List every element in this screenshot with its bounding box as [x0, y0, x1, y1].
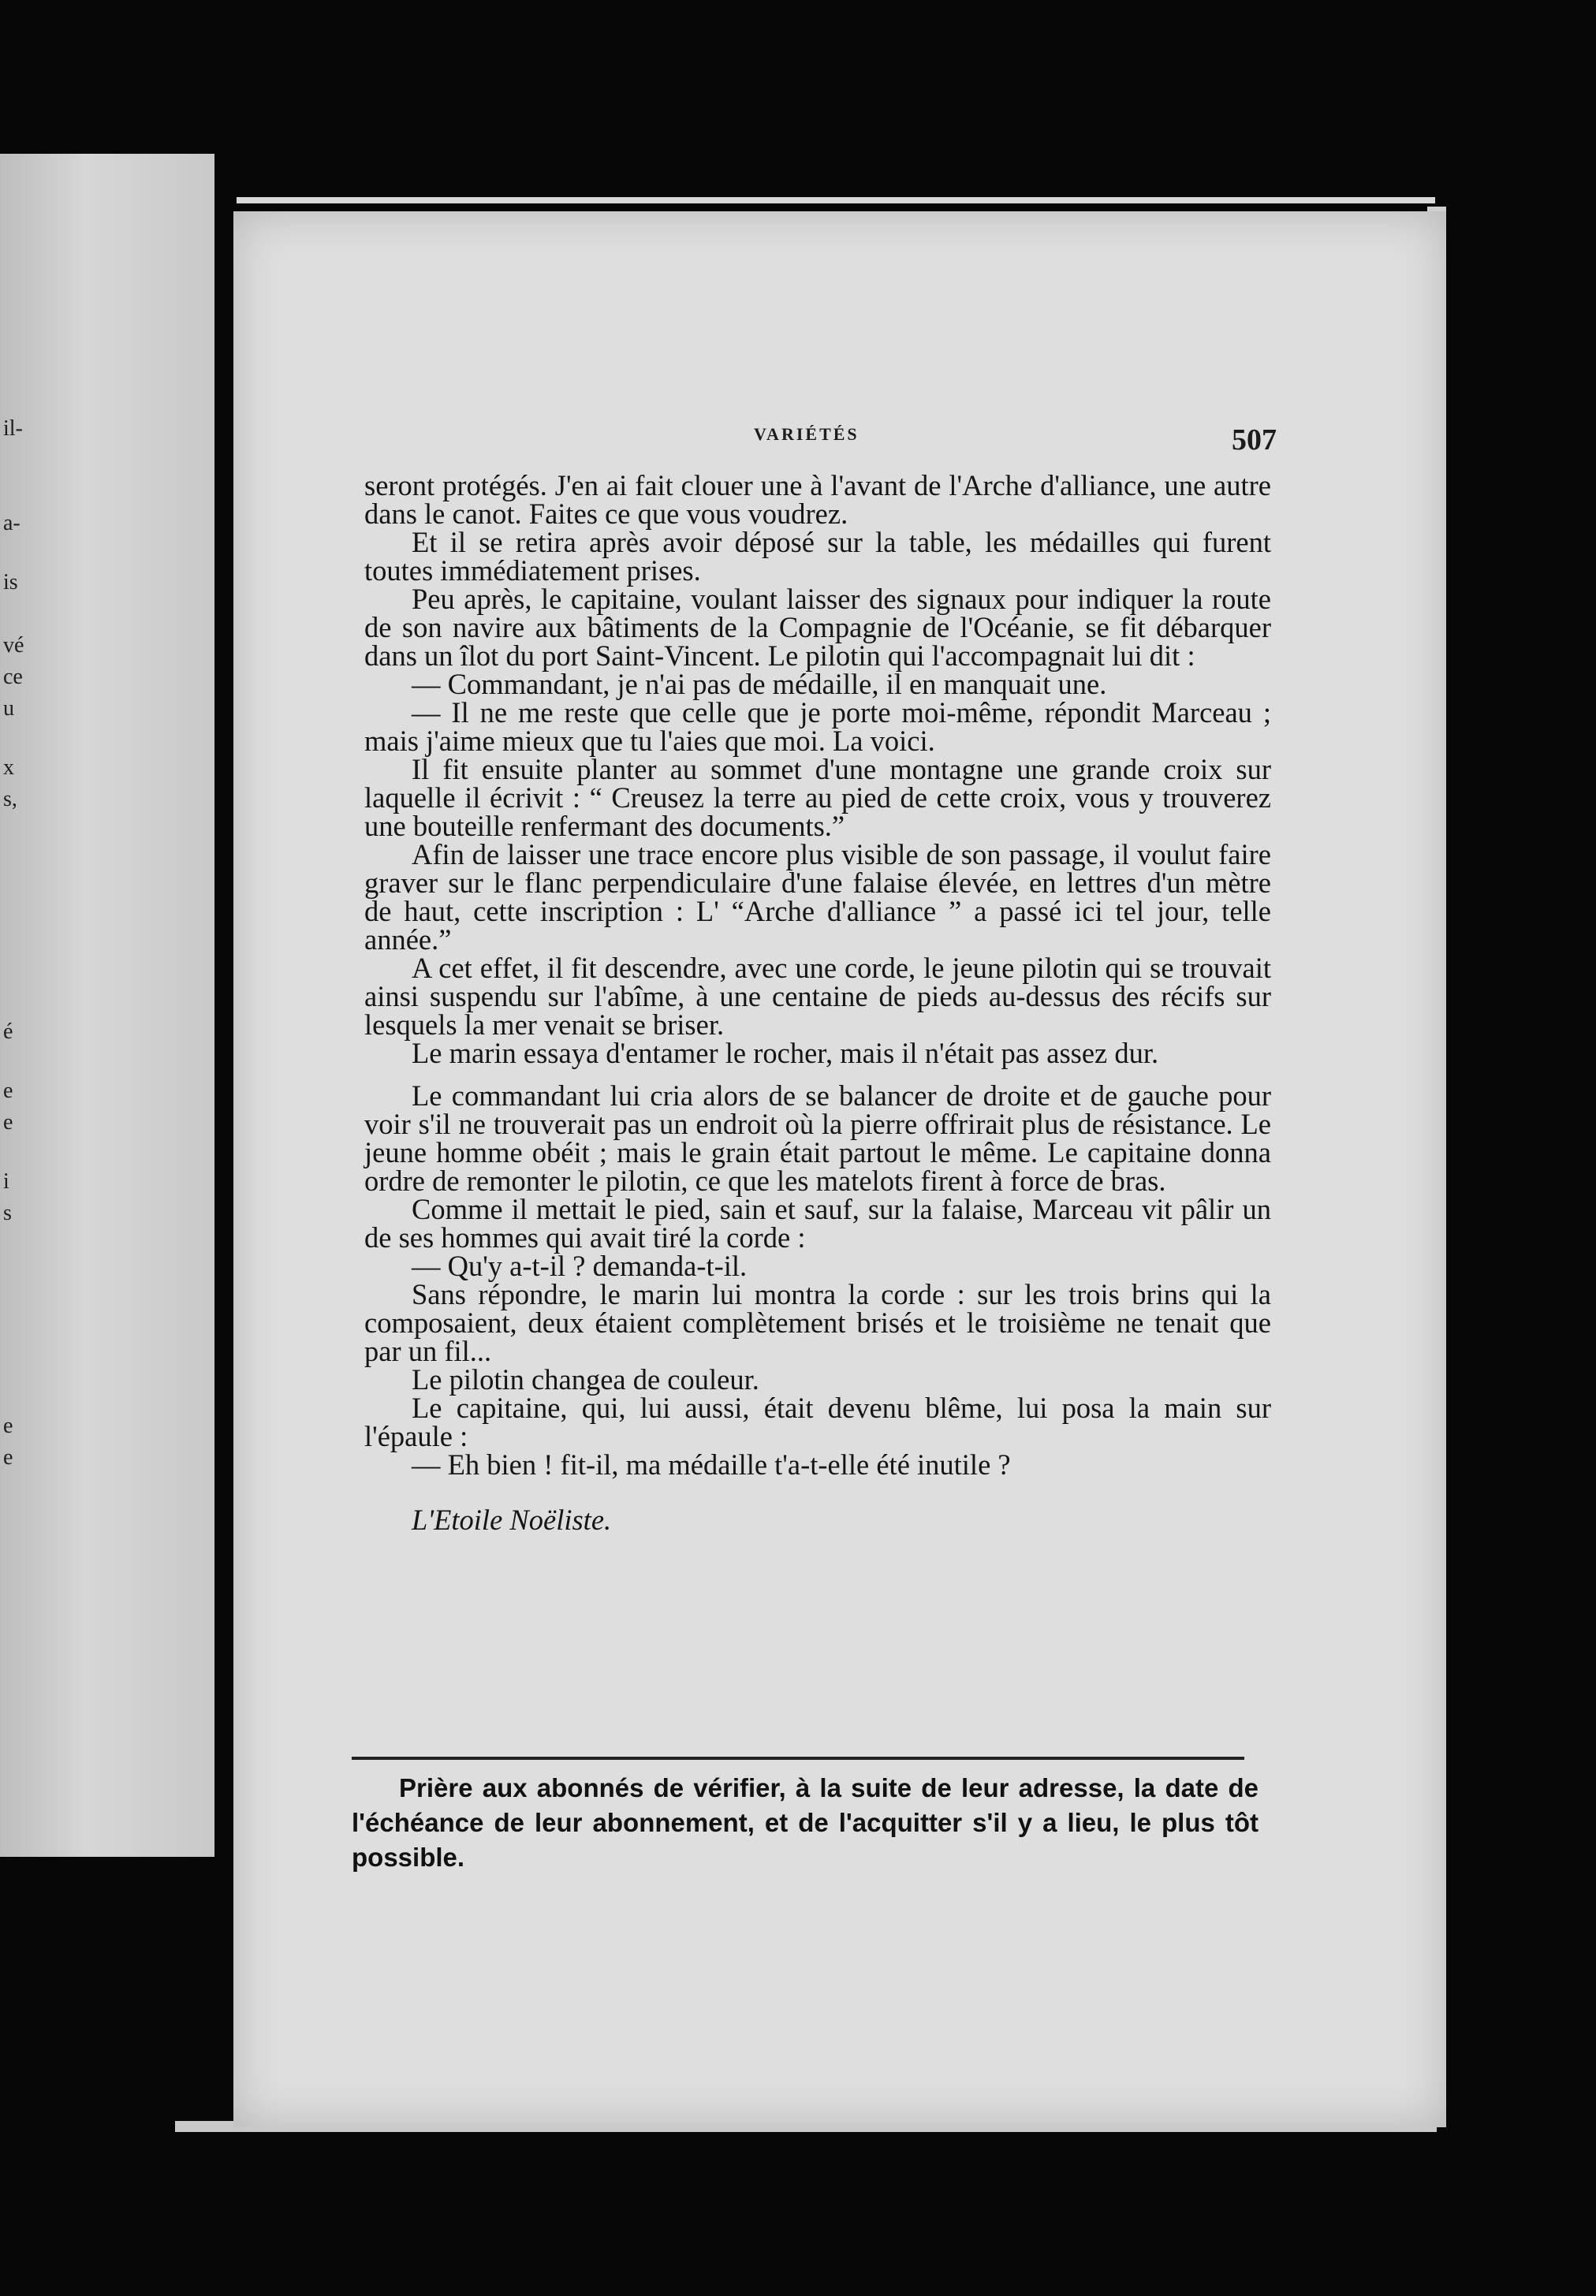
paragraph: Le pilotin changea de couleur.: [412, 1363, 759, 1396]
signature: L'Etoile Noëliste.: [412, 1504, 612, 1536]
prev-page-fragment: u: [3, 696, 14, 721]
paragraph: Il fit ensuite planter au sommet d'une montagne une grande croix sur laquelle il écrivit : “ Creusez la terre au pied de cette croix, vous y trouverez une bouteille renfermant des documents.”: [364, 753, 1271, 842]
notice-text: Prière aux abonnés de vérifier, à la suite de leur adresse, la date de l'échéance de leur abonnement, et de l'acquitter s'il y a lieu, le plus tôt possible.: [352, 1773, 1259, 1872]
article-body: [364, 469, 1271, 1536]
prev-page-fragment: i: [3, 1169, 9, 1194]
prev-page-fragment: e: [3, 1414, 13, 1438]
page-number: 507: [1232, 423, 1277, 457]
prev-page-fragment: e: [3, 1445, 13, 1470]
paragraph: A cet effet, il fit descendre, avec une corde, le jeune pilotin qui se trouvait ainsi suspendu sur l'abîme, à une centaine de pieds au-dessus des récifs sur lesquels la mer venait se briser.: [364, 952, 1271, 1041]
prev-page-fragment: e: [3, 1110, 13, 1135]
paragraph: Et il se retira après avoir déposé sur la table, les médailles qui furent toutes immédiatement prises.: [364, 526, 1271, 587]
paragraph: — Qu'y a-t-il ? demanda-t-il.: [412, 1250, 748, 1282]
prev-page-fragment: vé: [3, 633, 24, 658]
prev-page-fragment: é: [3, 1019, 13, 1044]
prev-page-fragment: s: [3, 1201, 12, 1225]
paragraph: Le capitaine, qui, lui aussi, était devenu blême, lui posa la main sur l'épaule :: [364, 1392, 1271, 1452]
paragraph: Sans répondre, le marin lui montra la corde : sur les trois brins qui la composaient, deux étaient complètement brisés et le troisième ne tenait que par un fil...: [364, 1278, 1271, 1367]
prev-page-fragment: il-: [3, 416, 23, 441]
prev-page-fragment: a-: [3, 511, 21, 535]
paragraph: — Eh bien ! fit-il, ma médaille t'a-t-elle été inutile ?: [412, 1448, 1011, 1481]
running-head: VARIÉTÉS: [754, 424, 860, 444]
previous-page-edge: [0, 154, 214, 1857]
paragraph: — Commandant, je n'ai pas de médaille, il en manquait une.: [412, 668, 1107, 700]
page-stack-edge: [237, 197, 1435, 203]
prev-page-fragment: ce: [3, 665, 23, 689]
prev-page-fragment: s,: [3, 787, 17, 811]
prev-page-fragment: is: [3, 570, 18, 594]
prev-page-fragment: x: [3, 755, 14, 780]
book-page: [233, 211, 1446, 2127]
subscriber-notice: [352, 1771, 1259, 1875]
paragraph: Le commandant lui cria alors de se balancer de droite et de gauche pour voir s'il ne trouverait pas un endroit où la pierre offrirait plus de résistance. Le jeune homme obéit ; mais le grain était partout le même. Le capitaine donna ordre de remonter le pilotin, ce que les matelots firent à force de bras.: [364, 1079, 1271, 1197]
paragraph: seront protégés. J'en ai fait clouer une à l'avant de l'Arche d'alliance, une autre dans le canot. Faites ce que vous voudrez.: [364, 469, 1271, 530]
paragraph: — Il ne me reste que celle que je porte moi-même, répondit Marceau ; mais j'aime mieux que tu l'aies que moi. La voici.: [364, 696, 1271, 757]
prev-page-fragment: e: [3, 1079, 13, 1103]
paragraph: Comme il mettait le pied, sain et sauf, sur la falaise, Marceau vit pâlir un de ses hommes qui avait tiré la corde :: [364, 1193, 1271, 1254]
paragraph: Afin de laisser une trace encore plus visible de son passage, il voulut faire graver sur le flanc perpendiculaire d'une falaise élevée, en lettres d'un mètre de haut, cette inscription : L' “Arche d'alliance ” a passé ici tel jour, telle année.”: [364, 838, 1271, 956]
paragraph: Peu après, le capitaine, voulant laisser des signaux pour indiquer la route de son navire aux bâtiments de la Compagnie de l'Océanie, se fit débarquer dans un îlot du port Saint-Vincent. Le pilotin qui l'accompagnait lui dit :: [364, 583, 1271, 672]
separator-rule: [352, 1757, 1244, 1760]
paragraph: Le marin essaya d'entamer le rocher, mais il n'était pas assez dur.: [412, 1037, 1159, 1069]
